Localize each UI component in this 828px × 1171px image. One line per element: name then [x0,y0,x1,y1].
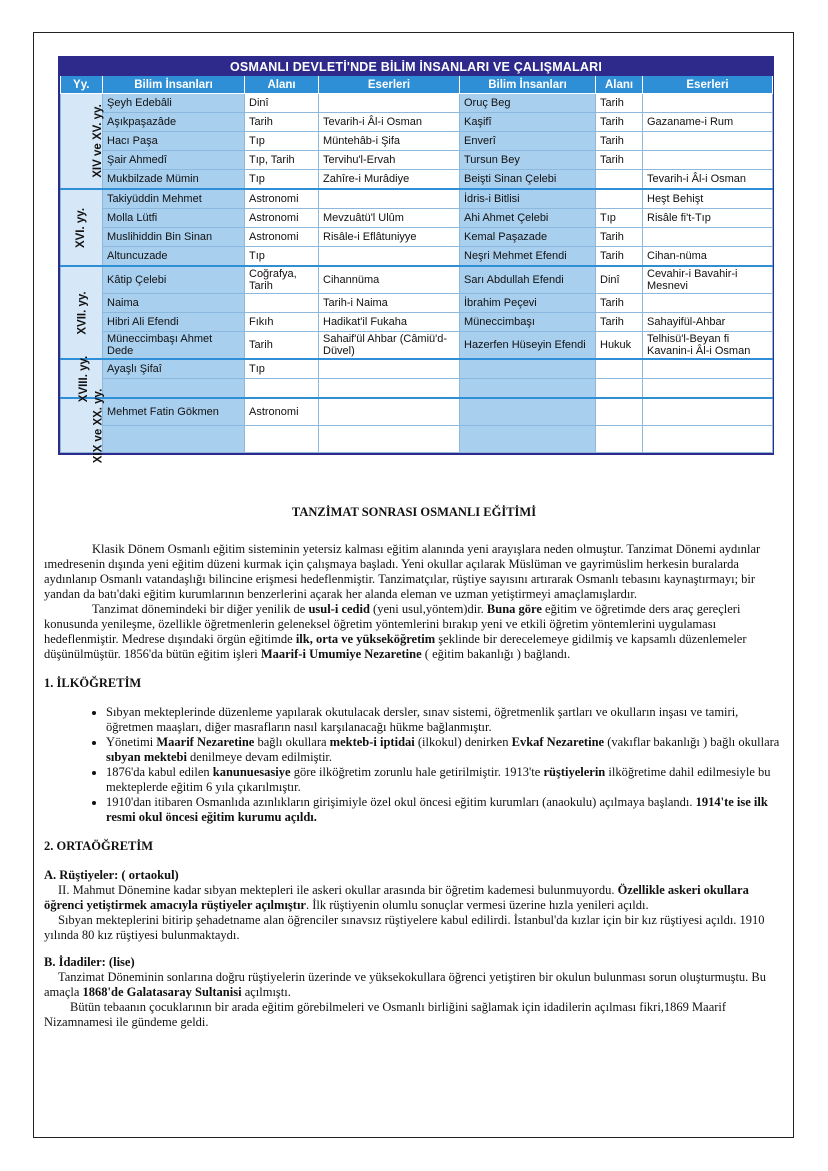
text-run: II. Mahmut Dönemine kadar sıbyan mektepleri ile askeri okullar arasında bir öğretim kademesi bulunmuyordu. [58,883,618,897]
table-cell [643,151,773,170]
table-cell: Altuncuzade [103,247,245,267]
text-run: (vakıflar bakanlığı ) bağlı okullara [604,735,780,749]
table-cell: Müneccimbaşı [460,313,596,332]
text-run: Tanzimat Döneminin sonlarına doğru rüştiyelerin üzerinde ve yüksekokullara öğrenci yetiştiren bir okulun bulunması sorun oluşturmuştu. Bu amaçla [44,970,767,999]
table-cell: Cihan-nüma [643,247,773,267]
list-item [106,795,784,825]
table-cell [596,170,643,190]
doc-title: TANZİMAT SONRASI OSMANLI EĞİTİMİ [291,505,537,519]
table-cell: Tervihu'l-Ervah [319,151,460,170]
table-cell: Kâtip Çelebi [103,266,245,294]
scientists-table [58,56,774,463]
table-cell: İdris-i Bitlisi [460,189,596,209]
table-cell: Dinî [596,266,643,294]
table-cell [643,294,773,313]
table-cell [596,426,643,453]
header-scientists-2: Bilim İnsanları [460,76,596,94]
text-run: 1914'te ise ilk resmi okul öncesi eğitim kurumu açıldı. [106,795,768,824]
text-run: 1910'dan itibaren Osmanlıda azınlıkların girişimiyle özel okul öncesi eğitim kurumları (anaokulu) açılmaya başlandı. [106,795,696,809]
table-cell: Şeyh Edebâli [103,94,245,113]
table-cell: Heşt Behişt [643,189,773,209]
table-cell [103,426,245,453]
table-cell: Telhisü'l-Beyan fi Kavanin-i Âl-i Osman [643,332,773,360]
period-cell [61,266,103,359]
table-cell: Beişti Sinan Çelebi [460,170,596,190]
table-cell: Tıp [596,209,643,228]
document-body [44,505,784,1030]
table-cell: Hacı Paşa [103,132,245,151]
table-cell: Aşıkpaşazâde [103,113,245,132]
period-cell [61,388,105,463]
table-cell: Kaşifî [460,113,596,132]
text-run: eğitim ve öğretimde ders araç gereçleri konusunda yenileşme, özellikle öğretmenlerin geleneksel öğretim yöntemlerini bırakıp yeni ve etkili öğretim yöntemlerini uygulaması hedeflenmiştir. Medrese dışındaki örgün eğitimde [44,602,741,646]
table-cell: Astronomi [245,189,319,209]
table-title: OSMANLI DEVLETİ'NDE BİLİM İNSANLARI VE ÇALIŞMALARI [60,58,772,76]
table-cell [643,132,773,151]
period-cell [61,94,103,190]
table-cell [596,398,643,426]
text-run: kanunuesasiye [212,765,291,779]
table-cell [245,426,319,453]
table-cell [245,294,319,313]
header-century: Yy. [61,76,103,94]
table-row [61,294,773,313]
table-row [61,209,773,228]
table-cell: Tarih [596,247,643,267]
table-cell: Tarih [596,294,643,313]
text-run: sıbyan mektebi [106,750,187,764]
period-label: XVIII. yy. [78,355,91,402]
table-cell: Hibri Ali Efendi [103,313,245,332]
text-run: göre ilköğretim zorunlu hale getirilmiştir. 1913'te [290,765,544,779]
table-cell: Sahaif'ül Ahbar (Câmiü'd-Düvel) [319,332,460,360]
table-cell: Tarih [596,94,643,113]
table-row [61,228,773,247]
table-cell: Mevzuâtü'l Ulûm [319,209,460,228]
table-cell: Takiyüddin Mehmet [103,189,245,209]
table-row [61,189,773,209]
table-cell: Tevarih-i Âl-i Osman [643,170,773,190]
table-cell: Hukuk [596,332,643,360]
table-cell: Zahîre-i Murâdiye [319,170,460,190]
text-run: 1876'da kabul edilen [106,765,213,779]
table-cell: Tıp [245,170,319,190]
table-cell [245,379,319,399]
table-row [61,132,773,151]
period-label: XVI. yy. [75,207,88,248]
header-field: Alanı [245,76,319,94]
table-cell [643,228,773,247]
table-row [61,247,773,267]
text-run: usul-i cedid [308,602,370,616]
table-cell [643,398,773,426]
table-row [61,332,773,360]
table-cell: Hadikat'il Fukaha [319,313,460,332]
table-cell: Müntehâb-i Şifa [319,132,460,151]
text-run: Buna göre [486,602,542,616]
table-cell [460,426,596,453]
table-cell: Coğrafya, Tarih [245,266,319,294]
table-cell: Tevarih-i Âl-i Osman [319,113,460,132]
table-cell: Astronomi [245,228,319,247]
table-row [61,313,773,332]
table-cell [643,379,773,399]
idadiler-paragraph-1 [44,970,784,1000]
text-run: (yeni usul,yöntem)dir. [369,602,487,616]
text-run: ilk, orta ve yükseköğretim [295,632,436,646]
text-run: (ilkokul) denirken [414,735,512,749]
table-cell: Molla Lütfi [103,209,245,228]
table-cell: Sarı Abdullah Efendi [460,266,596,294]
table-cell: Ayaşlı Şifaî [103,359,245,379]
subheading-rustiyeler: A. Rüştiyeler: ( ortaokul) [44,868,179,882]
table-row [61,151,773,170]
table-cell: Tarih [245,113,319,132]
text-run: Maarif Nezaretine [156,735,255,749]
text-run: Tanzimat dönemindeki bir diğer yenilik de [92,602,309,616]
section-heading-primary: 1. İLKÖĞRETİM [44,676,142,690]
header-works: Eserleri [319,76,460,94]
table-cell [460,379,596,399]
primary-education-list [44,705,784,825]
table-cell [596,189,643,209]
text-run: mekteb-i iptidai [329,735,415,749]
table-cell: Enverî [460,132,596,151]
table-cell [319,426,460,453]
text-run: 1868'de Galatasaray Sultanisi [82,985,242,999]
table-cell: Neşri Mehmet Efendi [460,247,596,267]
text-run: . İlk rüştiyenin olumlu sonuçlar vermesi üzerine hızla yenileri açıldı. [305,898,649,912]
table-cell: Oruç Beg [460,94,596,113]
period-label: XIV ve XV. yy. [91,104,104,178]
table-row [61,426,773,453]
table-cell: Naima [103,294,245,313]
table-cell: Tıp, Tarih [245,151,319,170]
period-cell [61,189,103,266]
table-cell: Tıp [245,359,319,379]
text-run: rüştiyelerin [543,765,606,779]
table-cell [319,398,460,426]
list-item [106,735,784,765]
table-row [61,359,773,379]
table-cell: Risâle-i Eflâtuniyye [319,228,460,247]
table-cell: Risâle fi't-Tıp [643,209,773,228]
table-cell: Tarih [596,151,643,170]
intro-paragraph: Klasik Dönem Osmanlı eğitim sisteminin yetersiz kalması eğitim alanında yeni arayışlara neden olmuştur. Tanzimat Dönemi aydınlar ımedresenin dışında yeni eğitim düzeni kurmak için çalışmaya başladı. Yeni okullar açılarak Müslüman ve gayrimüslim herkesin buralarda aydınlanıp Osmanlı vatandaşlığı bilincine erişmesi hedeflenmiştir. Tanzimatçılar, rüştiye sayısını artırarak Osmanlı tebasını kaynaştırmayı; bir yandan da batı'daki eğitim kurumlarının benzerlerini açarak her alanda eleman ve uzman yetiştirmeyi amaçlamışlardır. [44,542,761,601]
text-run: Yönetimi [106,735,157,749]
idadiler-paragraph-2: Bütün tebaanın çocuklarının bir arada eğitim görebilmeleri ve Osmanlı birliğini sağlamak için idadilerin açılması fikri,1869 Maarif Nizamnamesi ile gündeme geldi. [44,1000,727,1029]
table-cell [596,359,643,379]
table-cell: Kemal Paşazade [460,228,596,247]
table-cell: Muslihiddin Bin Sinan [103,228,245,247]
text-run: bağlı okullara [254,735,330,749]
table-cell: Astronomi [245,209,319,228]
text-run: açılmıştı. [241,985,291,999]
table-header-row [61,76,773,94]
text-run: Maarif-i Umumiye Nezaretine [260,647,422,661]
table-cell [460,398,596,426]
table-cell [643,94,773,113]
table-cell: Tarih [596,228,643,247]
table-cell [319,189,460,209]
text-run: Evkaf Nezaretine [511,735,605,749]
table-cell: Dinî [245,94,319,113]
table-cell: Tarih [596,313,643,332]
table-cell: Tarih-i Naima [319,294,460,313]
table-cell [643,359,773,379]
table-cell [319,379,460,399]
subheading-idadiler: B. İdadiler: (lise) [44,955,135,969]
table-cell [643,426,773,453]
table-cell: Tarih [596,113,643,132]
table-cell: Tıp [245,132,319,151]
list-item: • Sıbyan mekteplerinde düzenleme yapılarak okutulacak dersler, sınav sistemi, öğretmenlik şartları ve okulların inşası ve tamiri, öğretmen maaşları, diğer masrafların nasıl karşılanacağı hükme bağlanmıştır. [106,705,784,735]
table-cell [460,359,596,379]
table-row [61,266,773,294]
section-heading-secondary: 2. ORTAÖĞRETİM [44,839,154,853]
table-cell: Cihannüma [319,266,460,294]
table-cell [319,94,460,113]
table-cell: Sahayifül-Ahbar [643,313,773,332]
header-works-2: Eserleri [643,76,773,94]
table-cell: Astronomi [245,398,319,426]
text-run: ilköğretime dahil edilmesiyle bu mekteplerde eğitim 6 yıla çıkarılmıştır. [106,765,771,794]
table-cell: Tıp [245,247,319,267]
tanzimat-paragraph [44,602,784,662]
table-cell: Cevahir-i Bavahir-i Mesnevi [643,266,773,294]
table-cell: Tarih [245,332,319,360]
table-row [61,379,773,399]
scientists-grid [60,76,773,463]
table-row [61,94,773,113]
table-cell: İbrahim Peçevi [460,294,596,313]
table-cell [319,359,460,379]
table-cell: Fıkıh [245,313,319,332]
text-run: denilmeye devam edilmiştir. [186,750,333,764]
table-cell: Mehmet Fatin Gökmen [103,398,245,426]
header-field-2: Alanı [596,76,643,94]
period-label: XIX ve XX. yy. [92,388,105,463]
table-cell [596,379,643,399]
rustiyeler-paragraph-2: Sıbyan mekteplerini bitirip şehadetname alan öğrenciler sınavsız rüştiyelere kabul edilirdi. İstanbul'da kızlar için bir kız rüştiyesi açıldı. 1910 yılında 80 kız rüştiyesi bulunmaktaydı. [44,913,765,942]
list-item [106,765,784,795]
text-run: ( eğitim bakanlığı ) bağlandı. [421,647,571,661]
table-row [61,398,773,426]
table-row [61,170,773,190]
rustiyeler-paragraph-1 [44,883,784,913]
period-label: XVII. yy. [76,290,89,335]
table-cell: Müneccimbaşı Ahmet Dede [103,332,245,360]
table-cell: Hazerfen Hüseyin Efendi [460,332,596,360]
table-cell: Şair Ahmedî [103,151,245,170]
table-cell [103,379,245,399]
table-cell: Tursun Bey [460,151,596,170]
table-cell [319,247,460,267]
table-cell: Tarih [596,132,643,151]
table-cell: Gazaname-i Rum [643,113,773,132]
header-scientists: Bilim İnsanları [103,76,245,94]
table-cell: Ahi Ahmet Çelebi [460,209,596,228]
table-row [61,113,773,132]
text-run: Özellikle askeri okullara öğrenci yetiştirmek amacıyla rüştiyeler açılmıştır [44,883,749,912]
text-run: şeklinde bir derecelemeye gidilmiş ve kapsamlı düzenlemeler düşünülmüştür. 1856'da bütün eğitim işleri [44,632,747,661]
table-cell: Mukbilzade Mümin [103,170,245,190]
